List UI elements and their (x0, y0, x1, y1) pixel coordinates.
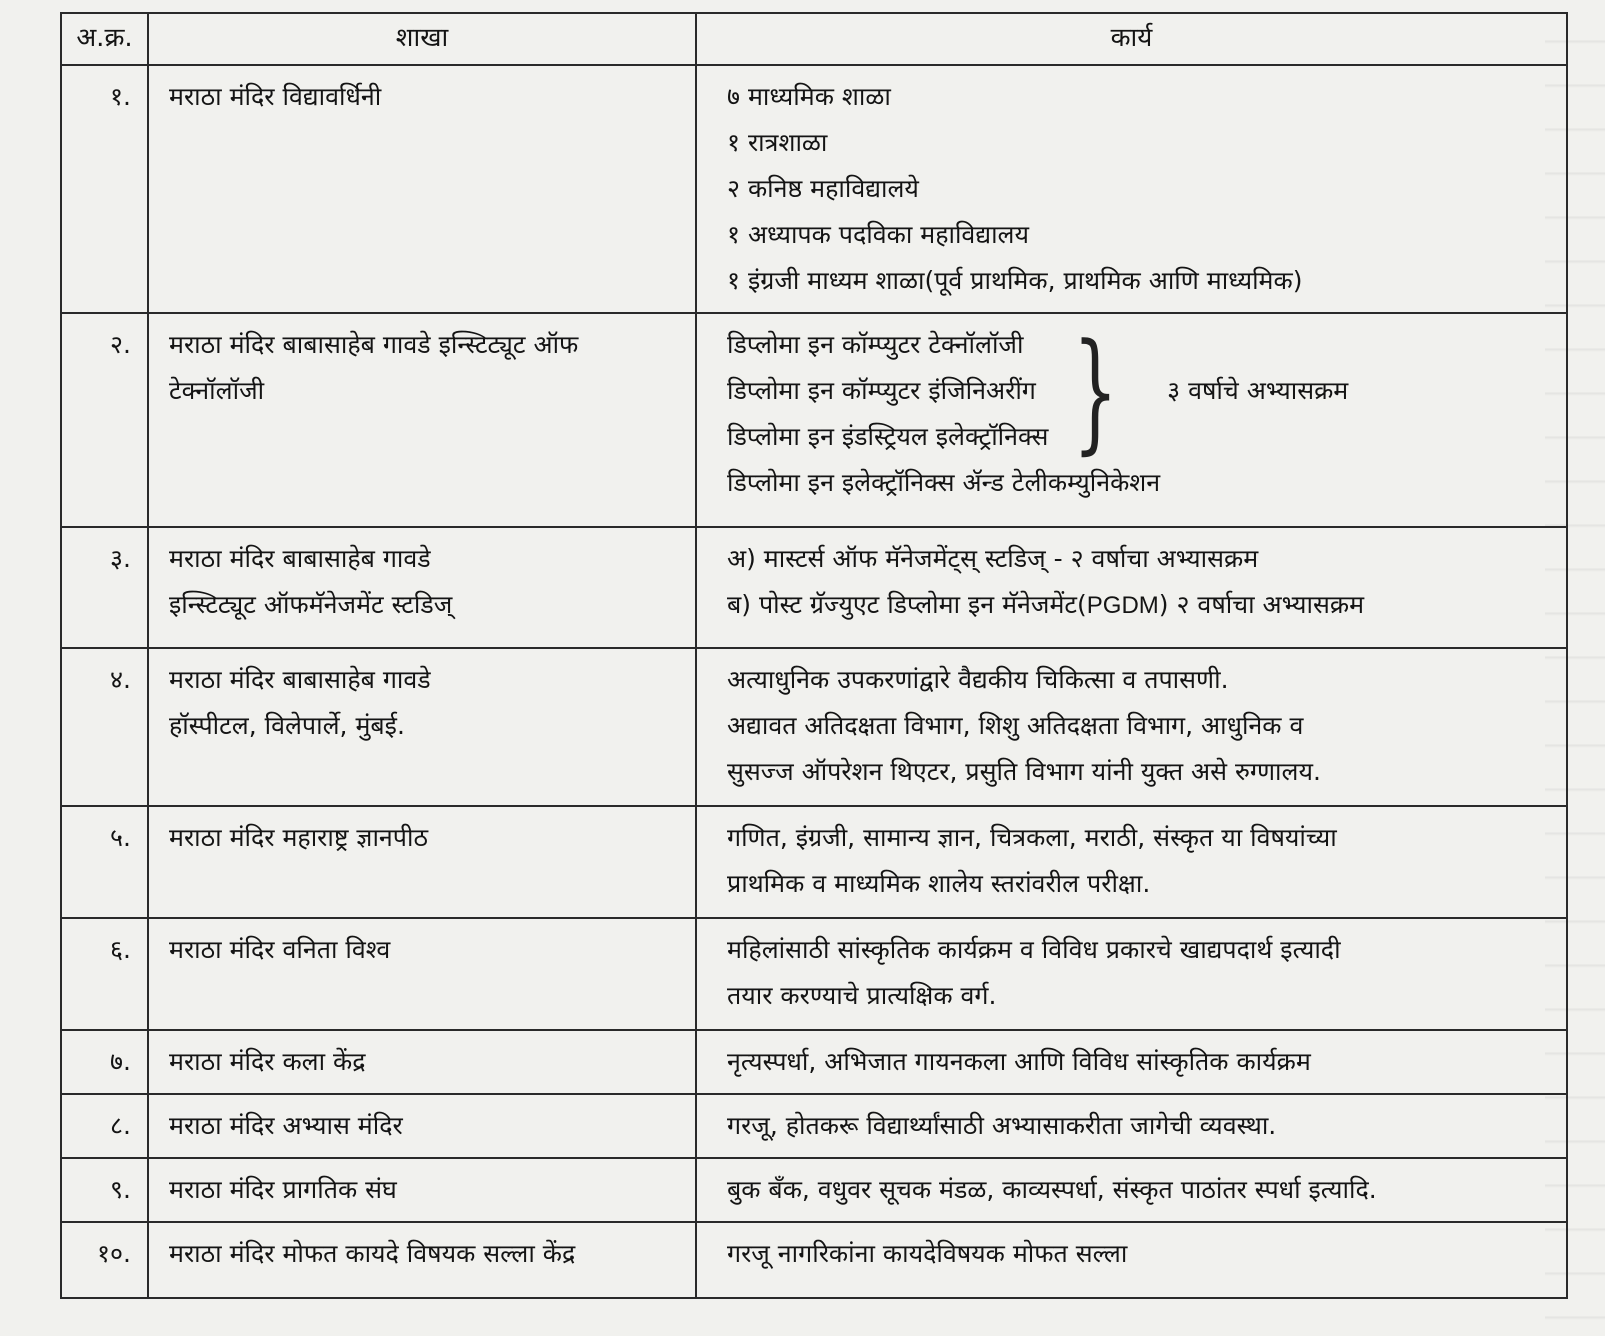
work-line: महिलांसाठी सांस्कृतिक कार्यक्रम व विविध प्रकारचे खाद्यपदार्थ इत्यादी (727, 935, 1341, 964)
braced-course-group (727, 315, 1556, 467)
work-line: १ अध्यापक पदविका महाविद्यालय (727, 220, 1029, 249)
serial-number: ८. (61, 1094, 148, 1158)
header-work: कार्य (696, 13, 1567, 65)
work-line: १ इंग्रजी माध्यम शाळा(पूर्व प्राथमिक, प्राथमिक आणि माध्यमिक) (727, 266, 1303, 295)
branch-name (148, 1094, 696, 1158)
work-line: गणित, इंग्रजी, सामान्य ज्ञान, चित्रकला, मराठी, संस्कृत या विषयांच्या (727, 823, 1337, 852)
serial-number: १. (61, 65, 148, 313)
work-line: सुसज्ज ऑपरेशन थिएटर, प्रसुति विभाग यांनी युक्त असे रुग्णालय. (727, 757, 1321, 786)
branch-line: इन्स्टिट्यूट ऑफमॅनेजमेंट स्टडिज् (169, 590, 453, 619)
work-line (727, 582, 1556, 629)
branch-line: मराठा मंदिर प्रागतिक संघ (169, 1175, 397, 1204)
serial-number: ४. (61, 648, 148, 806)
serial-number: १०. (61, 1222, 148, 1298)
header-branch: शाखा (148, 13, 696, 65)
header-serial-number: अ.क्र. (61, 13, 148, 65)
work-line: अ) मास्टर्स ऑफ मॅनेजमेंट्स् स्टडिज् - २ वर्षाचा अभ्यासक्रम (727, 544, 1259, 573)
branch-name (148, 918, 696, 1030)
branch-line: हॉस्पीटल, विलेपार्ले, मुंबई. (169, 711, 405, 740)
table-row (61, 1030, 1567, 1094)
work-description (696, 918, 1567, 1030)
work-line: नृत्यस्पर्धा, अभिजात गायनकला आणि विविध सांस्कृतिक कार्यक्रम (727, 1047, 1311, 1076)
serial-number: ६. (61, 918, 148, 1030)
branch-line: मराठा मंदिर वनिता विश्व (169, 935, 391, 964)
branch-name (148, 1030, 696, 1094)
work-description (696, 1158, 1567, 1222)
work-line: डिप्लोमा इन इलेक्ट्रॉनिक्स ॲन्ड टेलीकम्युनिकेशन (727, 468, 1161, 497)
work-line: गरजू, होतकरू विद्यार्थ्यांसाठी अभ्यासाकरीता जागेची व्यवस्था. (727, 1111, 1277, 1140)
work-line: १ रात्रशाळा (727, 128, 828, 157)
table-row (61, 1158, 1567, 1222)
table-row (61, 806, 1567, 918)
branch-line: मराठा मंदिर बाबासाहेब गावडे इन्स्टिट्यूट ऑफ (169, 330, 579, 359)
serial-number: ५. (61, 806, 148, 918)
header-row (61, 13, 1567, 65)
brace-note: ३ वर्षाचे अभ्यासक्रम (1167, 376, 1349, 405)
serial-number: २. (61, 313, 148, 527)
branch-line: मराठा मंदिर महाराष्ट्र ज्ञानपीठ (169, 823, 428, 852)
branch-name (148, 1158, 696, 1222)
work-line: अद्यावत अतिदक्षता विभाग, शिशु अतिदक्षता विभाग, आधुनिक व (727, 711, 1304, 740)
branch-line: मराठा मंदिर बाबासाहेब गावडे (169, 665, 431, 694)
table-row (61, 65, 1567, 313)
branch-name (148, 527, 696, 648)
branch-line: टेक्नॉलॉजी (169, 376, 265, 405)
work-line-suffix: ) २ वर्षाचा अभ्यासक्रम (1158, 590, 1365, 619)
work-description (696, 1094, 1567, 1158)
serial-number: ९. (61, 1158, 148, 1222)
work-line: बुक बँक, वधुवर सूचक मंडळ, काव्यस्पर्धा, संस्कृत पाठांतर स्पर्धा इत्यादि. (727, 1175, 1377, 1204)
branch-line: मराठा मंदिर कला केंद्र (169, 1047, 366, 1076)
table-row (61, 527, 1567, 648)
work-line: डिप्लोमा इन इंडस्ट्रियल इलेक्ट्रॉनिक्स (727, 422, 1049, 451)
pgdm-abbreviation: PGDM (1086, 592, 1159, 619)
branch-name (148, 806, 696, 918)
work-line: ७ माध्यमिक शाळा (727, 82, 891, 111)
branch-name (148, 1222, 696, 1298)
serial-number: ३. (61, 527, 148, 648)
branch-line: मराठा मंदिर मोफत कायदे विषयक सल्ला केंद्र (169, 1239, 576, 1268)
work-description (696, 648, 1567, 806)
table-row (61, 918, 1567, 1030)
branch-name (148, 648, 696, 806)
work-description (696, 1030, 1567, 1094)
work-line: तयार करण्याचे प्रात्यक्षिक वर्ग. (727, 981, 997, 1010)
work-description (696, 313, 1567, 527)
work-line: डिप्लोमा इन कॉम्प्युटर इंजिनिअरींग (727, 376, 1036, 405)
serial-number: ७. (61, 1030, 148, 1094)
branch-name (148, 65, 696, 313)
table-row (61, 1094, 1567, 1158)
work-line: अत्याधुनिक उपकरणांद्वारे वैद्यकीय चिकित्सा व तपासणी. (727, 665, 1229, 694)
work-line-prefix: ब) पोस्ट ग्रॅज्युएट डिप्लोमा इन मॅनेजमेंट( (727, 590, 1087, 619)
work-line: प्राथमिक व माध्यमिक शालेय स्तरांवरील परीक्षा. (727, 869, 1151, 898)
work-description (696, 527, 1567, 648)
branch-line: मराठा मंदिर बाबासाहेब गावडे (169, 544, 431, 573)
branch-line: मराठा मंदिर अभ्यास मंदिर (169, 1111, 403, 1140)
work-description (696, 65, 1567, 313)
table-row (61, 648, 1567, 806)
work-description (696, 1222, 1567, 1298)
branches-table (60, 12, 1568, 1299)
branch-line: मराठा मंदिर विद्यावर्धिनी (169, 82, 382, 111)
work-line: २ कनिष्ठ महाविद्यालये (727, 174, 919, 203)
work-line: गरजू नागरिकांना कायदेविषयक मोफत सल्ला (727, 1239, 1128, 1268)
curly-brace-icon: } (1073, 315, 1119, 467)
table-row (61, 313, 1567, 527)
work-line: डिप्लोमा इन कॉम्प्युटर टेक्नॉलॉजी (727, 330, 1024, 359)
branch-name (148, 313, 696, 527)
table-row (61, 1222, 1567, 1298)
work-description (696, 806, 1567, 918)
